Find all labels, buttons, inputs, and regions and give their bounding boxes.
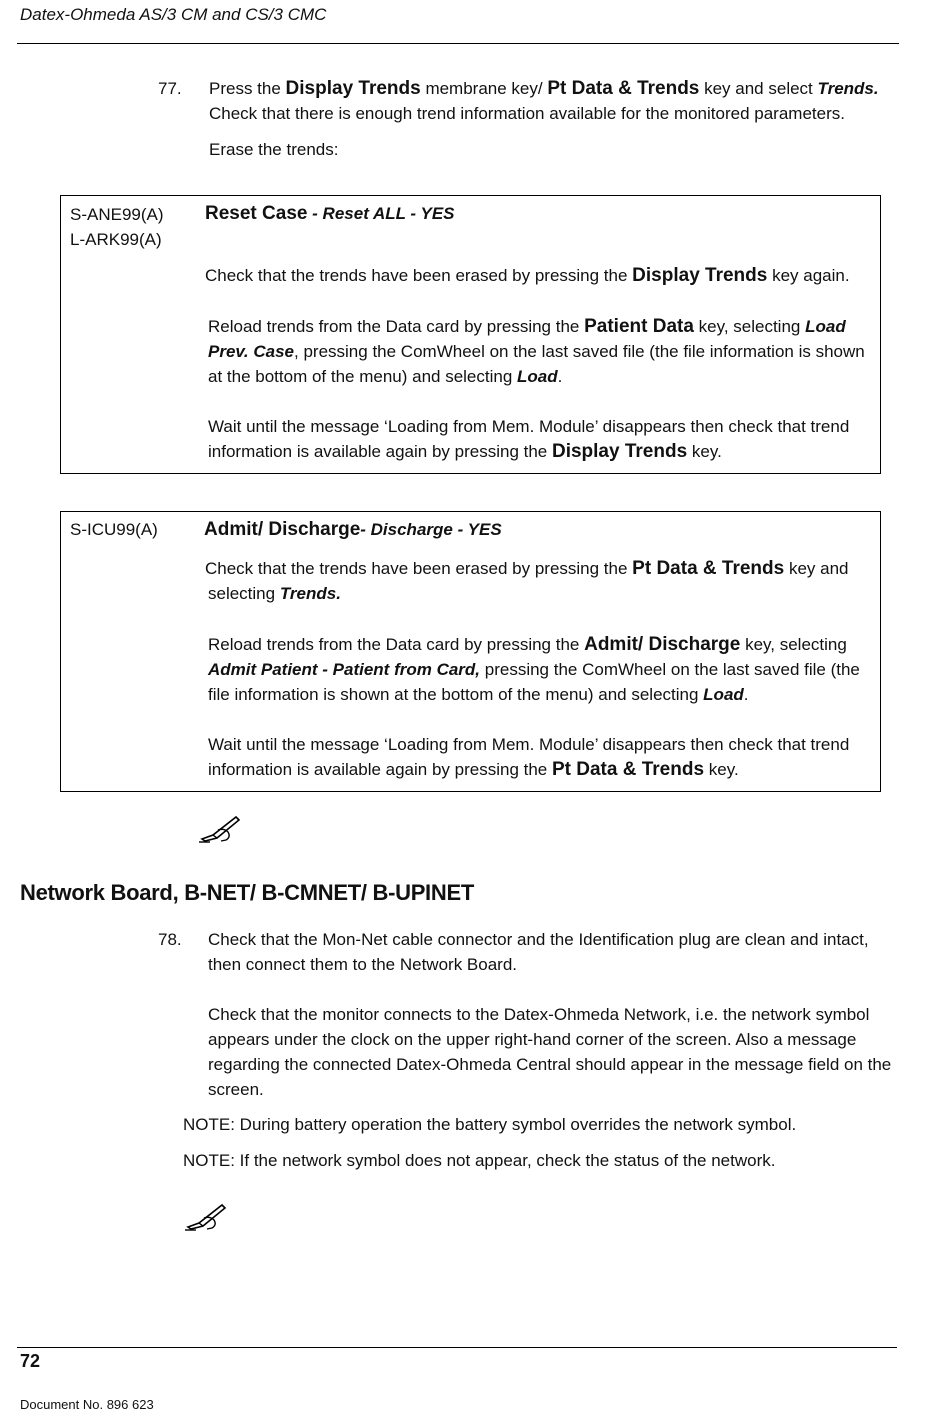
box-admit-discharge <box>60 511 881 792</box>
step-77-instruction: Press the Display Trends membrane key/ Pt Data & Trends key and select Trends. Check that there is enough trend information available for the monitored parameters. <box>209 78 879 123</box>
box2-check-text: Check that the trends have been erased by pressing the Pt Data & Trends key and selecting Trends. <box>205 558 849 603</box>
erase-trends-text: Erase the trends: <box>209 140 339 159</box>
section-heading: Network Board, B-NET/ B-CMNET/ B-UPINET <box>20 880 474 905</box>
box2-title: Admit/ Discharge- Discharge - YES <box>204 519 502 540</box>
box1-model-list: S-ANE99(A) L-ARK99(A) <box>70 205 164 249</box>
box2-model: S-ICU99(A) <box>70 520 158 539</box>
box2-wait-text: Wait until the message ‘Loading from Mem. Module’ disappears then check that trend information is available again by pressing the Pt Data & Trends key. <box>208 735 850 780</box>
writing-hand-icon-2 <box>184 1200 228 1232</box>
step-78-network-check: Check that the monitor connects to the Datex-Ohmeda Network, i.e. the network symbol appears under the clock on the upper right-hand corner of the screen. Also a message regarding the connected Datex-Ohmeda Central should appear in the message field on the screen. <box>208 1005 892 1099</box>
box1-title: Reset Case - Reset ALL - YES <box>205 203 455 224</box>
step-78-instruction: Check that the Mon-Net cable connector and the Identification plug are clean and intact, then connect them to the Network Board. <box>208 930 869 974</box>
box-reset-case <box>60 195 881 474</box>
header-rule <box>17 43 899 44</box>
page-header: Datex-Ohmeda AS/3 CM and CS/3 CMC <box>20 5 327 24</box>
note-network: NOTE: If the network symbol does not appear, check the status of the network. <box>183 1151 776 1170</box>
footer-rule <box>17 1347 897 1348</box>
page-number: 72 <box>20 1351 41 1371</box>
writing-hand-icon <box>198 812 242 844</box>
step-78-number: 78. <box>158 930 182 949</box>
box1-check-text: Check that the trends have been erased by pressing the Display Trends key again. <box>205 265 850 286</box>
box1-wait-text: Wait until the message ‘Loading from Mem. Module’ disappears then check that trend information is available again by pressing the Display Trends key. <box>208 417 850 462</box>
box1-reload-text: Reload trends from the Data card by pressing the Patient Data key, selecting Load Prev. Case, pressing the ComWheel on the last saved file (the file information is shown at the bottom of the menu) and selecting Load. <box>208 316 865 386</box>
box2-reload-text: Reload trends from the Data card by pressing the Admit/ Discharge key, selecting Admit Patient - Patient from Card, pressing the ComWheel on the last saved file (the file information is shown at the bottom of the menu) and selecting Load. <box>208 634 860 704</box>
note-battery: NOTE: During battery operation the battery symbol overrides the network symbol. <box>183 1115 797 1134</box>
step-77-number: 77. <box>158 79 182 98</box>
document-number: Document No. 896 623 <box>20 1397 154 1412</box>
